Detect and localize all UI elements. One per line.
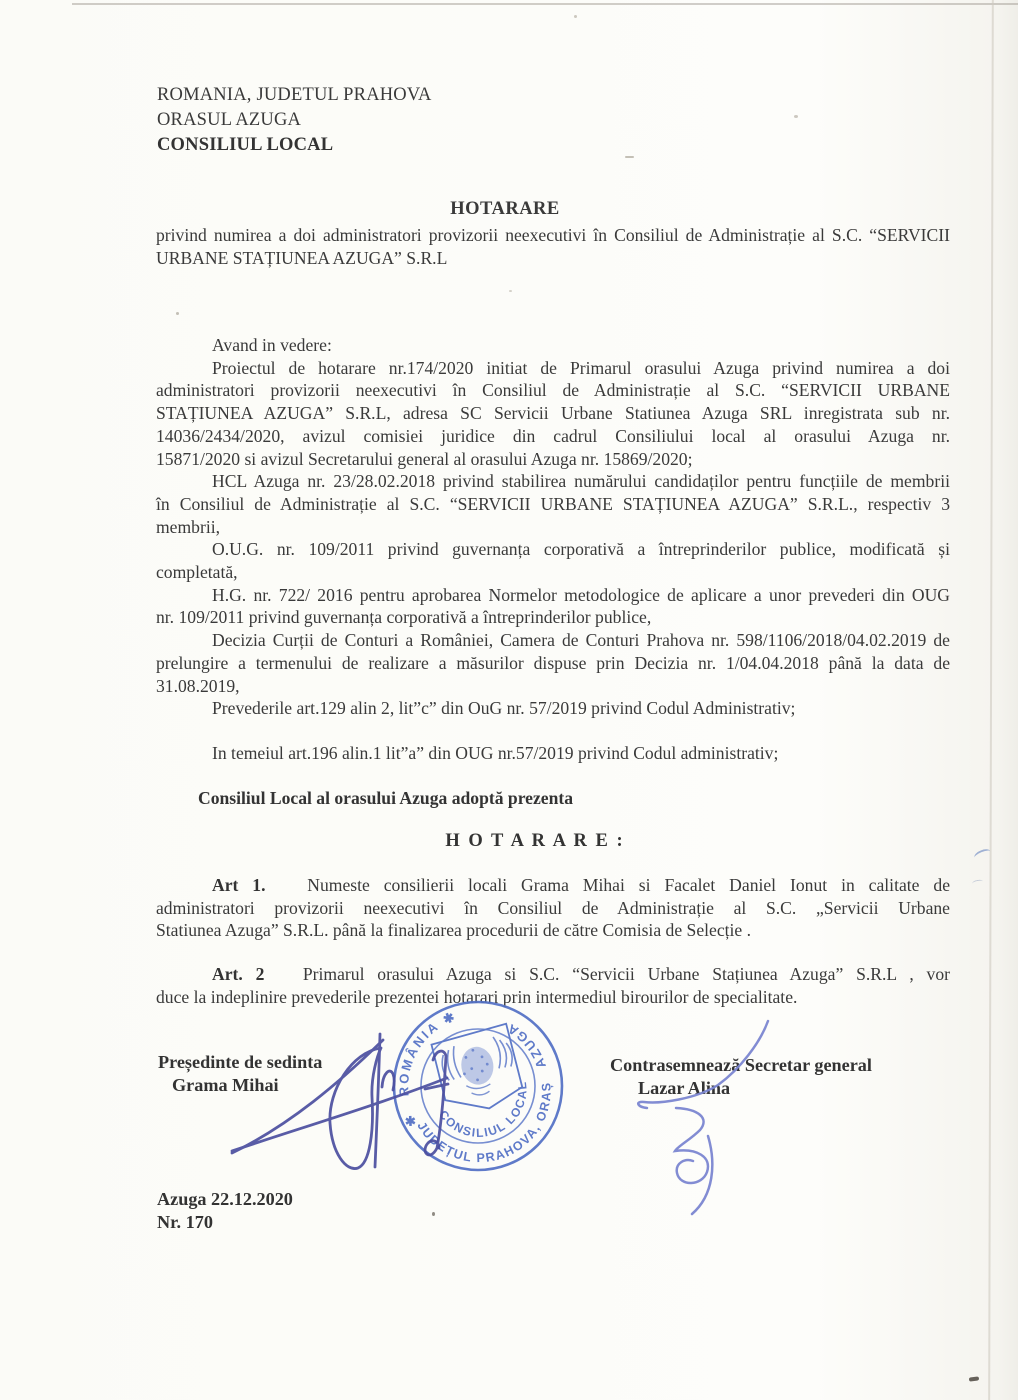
preamble-paragraph-3-line: O.U.G. nr. 109/2011 privind guvernanța corporativă a întreprinderilor publice, modificată și	[212, 539, 950, 560]
preamble-paragraph-5-line: 31.08.2019,	[156, 675, 240, 696]
preamble-paragraph-3	[156, 538, 950, 583]
document-subtitle-line: privind numirea a doi administratori provizorii neexecutivi în Consiliul de Administrație al S.C. “SERVICII	[156, 225, 950, 245]
stamp-text-azuga: AZUGA	[503, 1019, 549, 1071]
article-label: Art 1.	[212, 875, 266, 896]
preamble-paragraph-5-line: Decizia Curții de Conturi a României, Camera de Conturi Prahova nr. 598/1106/2018/04.02.2019 de	[212, 630, 950, 651]
letterhead-council: CONSILIUL LOCAL	[157, 135, 334, 155]
preamble-paragraph-2-line: HCL Azuga nr. 23/28.02.2018 privind stabilirea numărului candidaților pentru funcțiile de membrii	[212, 471, 950, 492]
article-1	[156, 874, 950, 942]
preamble-paragraph-1-line: administratori provizorii neexecutivi în Consiliul de Administrație al S.C. “SERVICII URBANE	[156, 380, 950, 401]
preamble-intro	[156, 334, 950, 357]
article-1-line: administratori provizorii neexecutivi în Consiliul de Administrație al S.C. „Servicii Urbane	[156, 897, 950, 918]
president-name: Grama Mihai	[172, 1075, 279, 1095]
ink-smudge	[972, 879, 984, 886]
preamble-paragraph-7	[156, 742, 950, 765]
preamble-paragraph-7-line: In temeiul art.196 alin.1 lit”a” din OUG nr.57/2019 privind Codul administrativ;	[212, 742, 779, 763]
letterhead-country: ROMANIA, JUDETUL PRAHOVA	[157, 85, 432, 105]
preamble-paragraph-2-line: membrii,	[156, 516, 221, 537]
preamble-paragraph-4	[156, 584, 950, 629]
preamble-paragraph-1-line: STAȚIUNEA AZUGA” S.R.L, adresa SC Servicii Urbane Statiunea Azuga SRL inregistrata sub nr.	[156, 403, 950, 424]
adoption-clause: Consiliul Local al orasului Azuga adoptă prezenta	[198, 787, 574, 808]
document-subtitle-line: URBANE STAȚIUNEA AZUGA” S.R.L	[156, 248, 448, 269]
preamble-paragraph-1-line: 14036/2434/2020, avizul comisiei juridice din cadrul Consiliului local al orasului Azuga nr.	[156, 425, 950, 446]
preamble-paragraph-6	[156, 697, 950, 720]
secretary-role: Contrasemnează Secretar general	[610, 1055, 872, 1075]
scan-speck	[794, 115, 798, 118]
document-title: HOTARARE	[450, 199, 560, 219]
scan-edge-right	[988, 0, 993, 1400]
preamble-paragraph-6-line: Prevederile art.129 alin 2, lit”c” din OuG nr. 57/2019 privind Codul Administrativ;	[212, 698, 796, 719]
preamble-paragraph-5-line: prelungire a termenului de realizare a măsurilor dispuse prin Decizia nr. 1/04.04.2018 până la data de	[156, 652, 950, 673]
stamp-text-judet: JUDEȚUL PRAHOVA, ORAȘ	[414, 1080, 554, 1166]
preamble-paragraph-5	[156, 629, 950, 697]
pencil-mark	[969, 1376, 979, 1381]
footer	[157, 1188, 293, 1233]
place-date: Azuga 22.12.2020	[157, 1189, 293, 1209]
article-1-line: Statiunea Azuga” S.R.L. până la finalizarea procedurii de către Comisia de Selecție .	[156, 920, 752, 941]
decision-title: H O T A R A R E :	[445, 831, 625, 852]
article-1-line: Art 1. Numeste consilierii locali Grama Mihai si Facalet Daniel Ionut in calitate de	[212, 875, 951, 896]
scan-speck	[625, 156, 634, 158]
preamble-paragraph-2	[156, 470, 950, 538]
preamble-intro-line: Avand in vedere:	[212, 335, 332, 355]
preamble-paragraph-1	[156, 357, 950, 471]
preamble-paragraph-1-line: Proiectul de hotarare nr.174/2020 initiat de Primarul orasului Azuga privind numirea a doi	[212, 357, 950, 378]
scan-edge-top	[72, 3, 1018, 5]
signature-president	[225, 1020, 485, 1185]
president-role: Președinte de sedinta	[158, 1052, 323, 1072]
letterhead	[157, 83, 432, 158]
document-body	[156, 334, 950, 1009]
scan-speck	[176, 312, 179, 315]
preamble-paragraph-4-line: H.G. nr. 722/ 2016 pentru aprobarea Normelor metodologice de aplicare a unor prevederi din OUG	[212, 584, 950, 605]
scan-speck	[574, 15, 577, 18]
signature-secretary	[620, 1005, 790, 1220]
svg-text:AZUGA	[503, 1020, 549, 1071]
preamble-paragraph-2-line: în Consiliul de Administrație al S.C. “SERVICII URBANE STAȚIUNEA AZUGA” S.R.L., respectiv 3	[156, 493, 950, 514]
preamble-paragraph-1-line: 15871/2020 si avizul Secretarului general al orasului Azuga nr. 15869/2020;	[156, 448, 693, 469]
letterhead-city: ORASUL AZUGA	[157, 110, 302, 130]
stamp-star: ✱	[401, 1110, 421, 1130]
article-2-line: Art. 2 Primarul orasului Azuga si S.C. “Servicii Urbane Stațiunea Azuga” S.R.L , vor	[212, 964, 951, 985]
article-2-line: duce la indeplinire prevederile prezentei hotarari prin intermediul birourilor de specialitate.	[156, 986, 798, 1007]
article-label: Art. 2	[212, 964, 265, 985]
stamp-text-consiliu: CONSILIUL LOCAL	[435, 1080, 530, 1140]
preamble-paragraph-3-line: completată,	[156, 562, 238, 583]
stamp-text-romania: ROMÂNIA ✱	[396, 1008, 459, 1097]
preamble-paragraph-4-line: nr. 109/2011 privind guvernanța corporativă a întreprinderilor publice,	[156, 607, 652, 628]
document-subtitle	[156, 224, 950, 270]
scan-speck	[509, 290, 512, 292]
decision-number: Nr. 170	[157, 1211, 213, 1232]
scan-speck	[432, 1212, 435, 1216]
secretary-name: Lazar Alina	[638, 1077, 731, 1098]
